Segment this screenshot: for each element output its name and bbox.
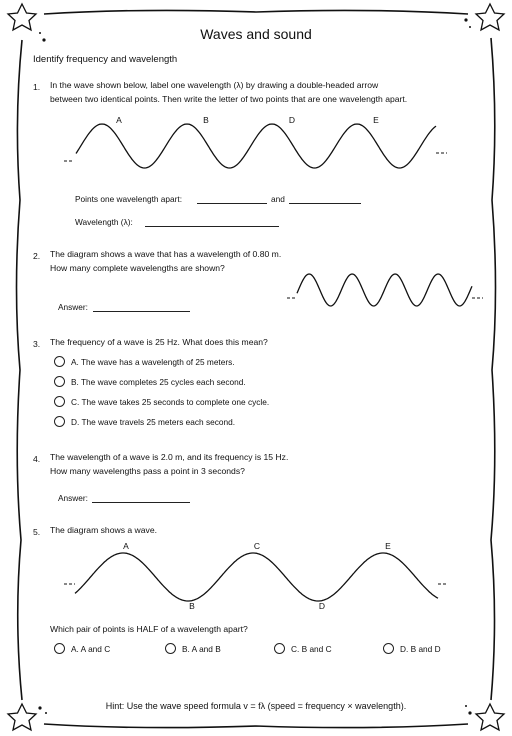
q2-number: 2. xyxy=(33,251,41,261)
q5-point-label: C xyxy=(253,541,261,551)
q5-text: The diagram shows a wave. xyxy=(50,525,157,535)
q1-point-label: B xyxy=(203,115,209,125)
q1-points-label: Points one wavelength apart: xyxy=(75,194,183,204)
page-title: Waves and sound xyxy=(200,26,312,42)
q5-point-label: E xyxy=(385,541,391,551)
q3-number: 3. xyxy=(33,339,41,349)
q5-option-d[interactable] xyxy=(383,643,441,654)
radio-circle-icon[interactable] xyxy=(274,643,285,654)
q4-number: 4. xyxy=(33,454,41,464)
q1-text-line2: between two identical points. Then write the letter of two points that are one wavelength apart. xyxy=(50,93,408,104)
q5-number: 5. xyxy=(33,527,41,537)
radio-circle-icon[interactable] xyxy=(165,643,176,654)
q1-wavelength-label: Wavelength (λ): xyxy=(75,217,133,227)
q4-text-line1: The wavelength of a wave is 2.0 m, and its frequency is 15 Hz. xyxy=(50,452,289,462)
q5-option-d-label: D. B and D xyxy=(400,643,441,654)
q3-option-c-label: C. The wave takes 25 seconds to complete one cycle. xyxy=(71,396,270,407)
q5-option-c[interactable] xyxy=(274,643,332,654)
q5-point-label: A xyxy=(123,541,129,551)
q5-option-b[interactable] xyxy=(165,643,221,654)
q2-text-line2: How many complete wavelengths are shown? xyxy=(50,262,225,273)
hint-text: Hint: Use the wave speed formula v = fλ (speed = frequency × wavelength). xyxy=(105,701,407,711)
q1-text-line1: In the wave shown below, label one wavelength (λ) by drawing a double-headed arrow xyxy=(50,80,379,90)
q3-option-a-label: A. The wave has a wavelength of 25 meters. xyxy=(71,356,235,367)
radio-circle-icon[interactable] xyxy=(54,643,65,654)
q5-option-c-label: C. B and C xyxy=(291,643,332,654)
q5-option-a[interactable] xyxy=(54,643,110,654)
q4-text-line2: How many wavelengths pass a point in 3 seconds? xyxy=(50,465,245,476)
q1-point-label: D xyxy=(288,115,296,125)
section-heading: Identify frequency and wavelength xyxy=(33,54,178,65)
q1-and-label: and xyxy=(271,194,285,204)
q5-point-label: B xyxy=(189,601,195,611)
q3-text: The frequency of a wave is 25 Hz. What does this mean? xyxy=(50,337,268,347)
radio-circle-icon[interactable] xyxy=(383,643,394,654)
q5-question: Which pair of points is HALF of a wavelength apart? xyxy=(50,624,248,634)
q3-option-d-label: D. The wave travels 25 meters each second. xyxy=(71,416,236,427)
q1-point-label: A xyxy=(116,115,122,125)
q2-answer-label: Answer: xyxy=(58,302,88,312)
q4-answer-label: Answer: xyxy=(58,493,88,503)
q1-number: 1. xyxy=(33,82,41,92)
q2-text-line1: The diagram shows a wave that has a wavelength of 0.80 m. xyxy=(50,249,282,259)
q5-option-a-label: A. A and C xyxy=(71,643,111,654)
q3-option-b-label: B. The wave completes 25 cycles each second. xyxy=(71,376,246,387)
q5-point-label: D xyxy=(318,601,326,611)
q1-point-label: E xyxy=(373,115,379,125)
q5-option-b-label: B. A and B xyxy=(182,643,221,654)
